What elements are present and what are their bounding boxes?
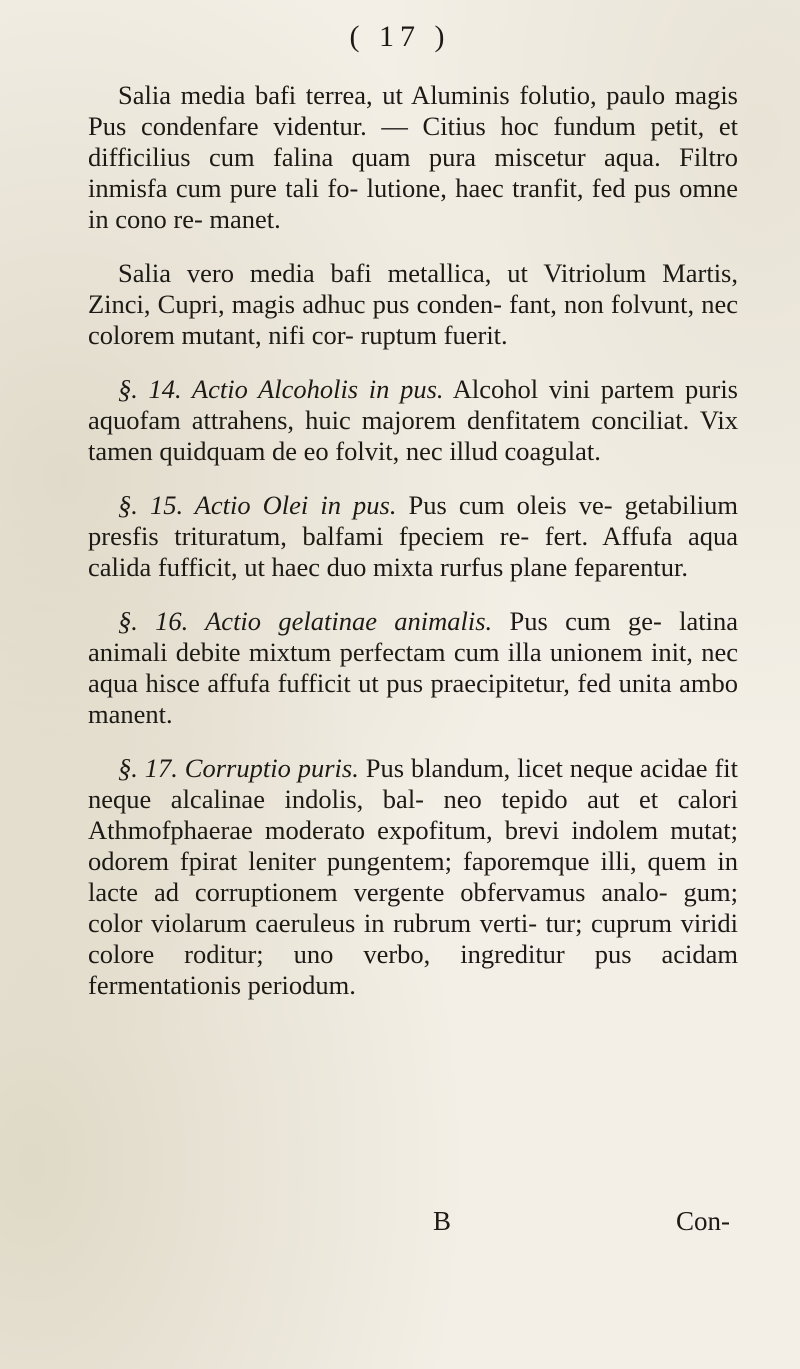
paragraph [88, 606, 738, 730]
section-heading: §. 17. Corruptio puris. [118, 753, 359, 783]
catchword: Con- [676, 1206, 730, 1236]
body-text [88, 80, 738, 1024]
paragraph [88, 80, 738, 235]
section-heading: §. 16. Actio gelatinae animalis. [118, 606, 493, 636]
paragraph [88, 374, 738, 467]
section-heading: §. 14. Actio Alcoholis in pus. [118, 374, 444, 404]
paragraph-text: Pus blandum, licet neque acidae fit neque alcalinae indolis, bal- neo tepido aut et calori Athmofphaerae moderato expofitum, brevi indolem mutat; odorem fpirat leniter pungentem; faporemque illi, quem in lacte ad corruptionem vergente obfervamus analo- gum; color violarum caeruleus in rubrum verti- tur; cuprum viridi colore roditur; uno verbo, ingreditur pus acidam fermentationis periodum. [88, 753, 738, 1000]
paragraph-text: Salia vero media bafi metallica, ut Vitriolum Martis, Zinci, Cupri, magis adhuc pus conden- fant, non folvunt, nec colorem mutant, nifi cor- ruptum fuerit. [88, 258, 738, 350]
signature-mark: B [433, 1206, 452, 1236]
paragraph [88, 753, 738, 1001]
page-footer [0, 1206, 800, 1240]
paragraph-text: Pus cum ge- latina animali debite mixtum perfectam cum illa unionem init, nec aqua hisce affufa fufficit ut pus praecipitetur, fed unita ambo manent. [88, 606, 738, 729]
paragraph [88, 490, 738, 583]
paragraph [88, 258, 738, 351]
section-heading: §. 15. Actio Olei in pus. [118, 490, 397, 520]
paragraph-text: Alcohol vini partem puris aquofam attrahens, huic majorem denfitatem conciliat. Vix tamen quidquam de eo folvit, nec illud coagulat. [88, 374, 738, 466]
page-number: ( 17 ) [349, 20, 451, 53]
paragraph-text: Salia media bafi terrea, ut Aluminis folutio, paulo magis Pus condenfare videntur. — Citius hoc fundum petit, et difficilius cum falina quam pura miscetur aqua. Filtro inmisfa cum pure tali fo- lutione, haec tranfit, fed pus omne in cono re- manet. [88, 80, 738, 234]
paragraph-text: Pus cum oleis ve- getabilium presfis trituratum, balfami fpeciem re- fert. Affufa aqua calida fufficit, ut haec duo mixta rurfus plane feparentur. [88, 490, 738, 582]
